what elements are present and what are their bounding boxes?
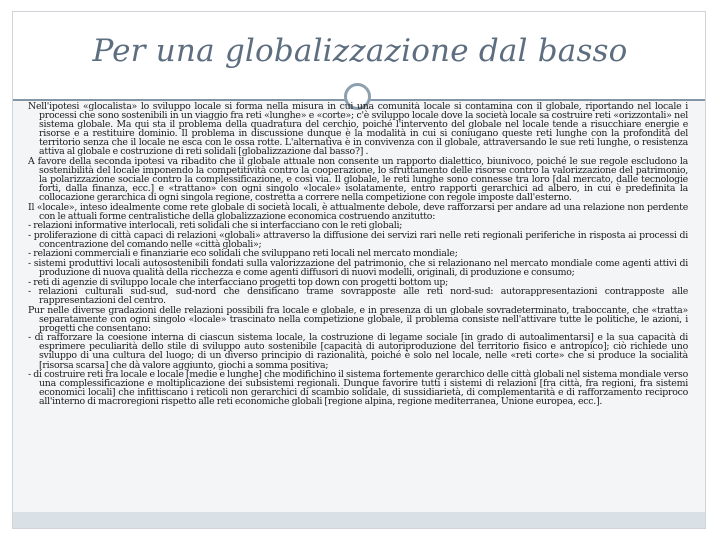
list-item: - reti di agenzie di sviluppo locale che interfacciano progetti top down con progetti bottom up;	[28, 276, 449, 288]
list-item: - relazioni culturali sud-sud, sud-nord che densificano trame sovrapposte alle reti nord-sud: autorappresentazioni contrapposte alle rappresentazioni del centro.	[28, 286, 688, 307]
paragraph-locale: Il «locale», inteso idealmente come rete globale di società locali, è attualmente debole, deve rafforzarsi per andare ad una relazione non perdente con le attuali forme centralistiche della globalizzazione economica costruendo anzitutto:	[28, 201, 688, 222]
paragraph-gradazioni: Pur nelle diverse gradazioni delle relazioni possibili fra locale e globale, e in presenza di un globale sovradeterminato, traboccante, che «tratta» separatamente con ogni singolo «locale» trascinato nella competizione globale, il problema consiste nell'attivare tutte le politiche, le azioni, i progetti che consentano:	[28, 304, 688, 334]
list-item: - di costruire reti fra locale e locale [medie e lunghe] che modifichino il sistema fortemente gerarchico delle città globali nel sistema mondiale verso una complessificazione e moltiplicazione dei subsistemi regionali. Dunque favorire tutti i sistemi di relazioni [fra città, fra regioni, fra sistemi economici locali] che infittiscano i reticoli non gerarchici di scambio solidale, di sussidiarietà, di complementarità e di rafforzamento reciproco all'interno di macroregioni rispetto alle reti economiche globali [regione alpina, regione mediterranea, Unione europea, ecc.].	[28, 369, 688, 408]
list-item: - relazioni commerciali e finanziarie eco solidali che sviluppano reti locali nel mercato mondiale;	[28, 248, 458, 260]
slide-border	[12, 11, 706, 529]
paragraph-glocalista: Nell'ipotesi «glocalista» lo sviluppo locale si forma nella misura in cui una comunità locale si contamina con il globale, riportando nel locale i processi che sono sostenibili in un viaggio fra reti «lunghe» e «corte»; c'è sviluppo locale dove la società locale sa costruire reti «orizzontali» nel sistema globale. Ma qui sta il problema della quadratura del cerchio, poiché l'intervento del globale nel locale tende a risucchiare energie e risorse e a restituire dominio. Il problema in discussione dunque è la modalità in cui si coniugano queste reti lunghe con la profondità del territorio senza che il locale ne esca con le ossa rotte. L'alternativa è in convivenza con il globale, attraversando le sue reti lunghe, o resistenza attiva al globale e costruzione di reti solidali [globalizzazione dal basso?] .	[28, 102, 688, 158]
list-item: - di rafforzare la coesione interna di ciascun sistema locale, la costruzione di legame sociale [in grado di autoalimentarsi] e la sua capacità di esprimere peculiarità dello stile di sviluppo auto sostenibile [capacità di autoriproduzione del territorio fisico e antropico]; ciò richiede uno sviluppo di una cultura del luogo; di un diverso principio di razionalità, poiché è solo nel locale, nelle «reti corte» che si produce la socialità [risorsa scarsa] che dà valore aggiunto, giochi a somma positiva;	[28, 332, 688, 371]
list-item: - relazioni informative interlocali, reti solidali che si interfacciano con le reti globali;	[28, 220, 403, 232]
list-item: - sistemi produttivi locali autosostenibili fondati sulla valorizzazione del patrimonio, che si relazionano nel mercato mondiale come agenti attivi di produzione di nuova qualità della ricchezza e come agenti diffusori di nuovi modelli, originali, di produzione e consumo;	[28, 257, 688, 279]
list-item: - proliferazione di città capaci di relazioni «globali» attraverso la diffusione dei servizi rari nelle reti regionali periferiche in risposta ai processi di concentrazione del comando nelle «città globali»;	[28, 229, 688, 250]
slide-title: Per una globalizzazione dal basso	[92, 33, 628, 69]
paragraph-seconda-ipotesi: A favore della seconda ipotesi va ribadito che il globale attuale non consente un rapporto dialettico, biunivoco, poiché le sue regole escludono la sostenibilità del locale imponendo la competitività contro la cooperazione, lo sfruttamento delle risorse contro la valorizzazione del patrimonio, la polarizzazione sociale contro la complessificazione, e così via. Il globale, le reti lunghe sono connesse tra loro [dal mercato, dalle tecnologie forti, dalla finanza, ecc.] e «trattano» con ogni singolo «locale» isolatamente, entro rapporti gerarchici ad albero, in cui è predefinita la collocazione gerarchica di ogni singola regione, costretta a correre nella competizione con regole imposte dall'esterno.	[28, 155, 688, 204]
